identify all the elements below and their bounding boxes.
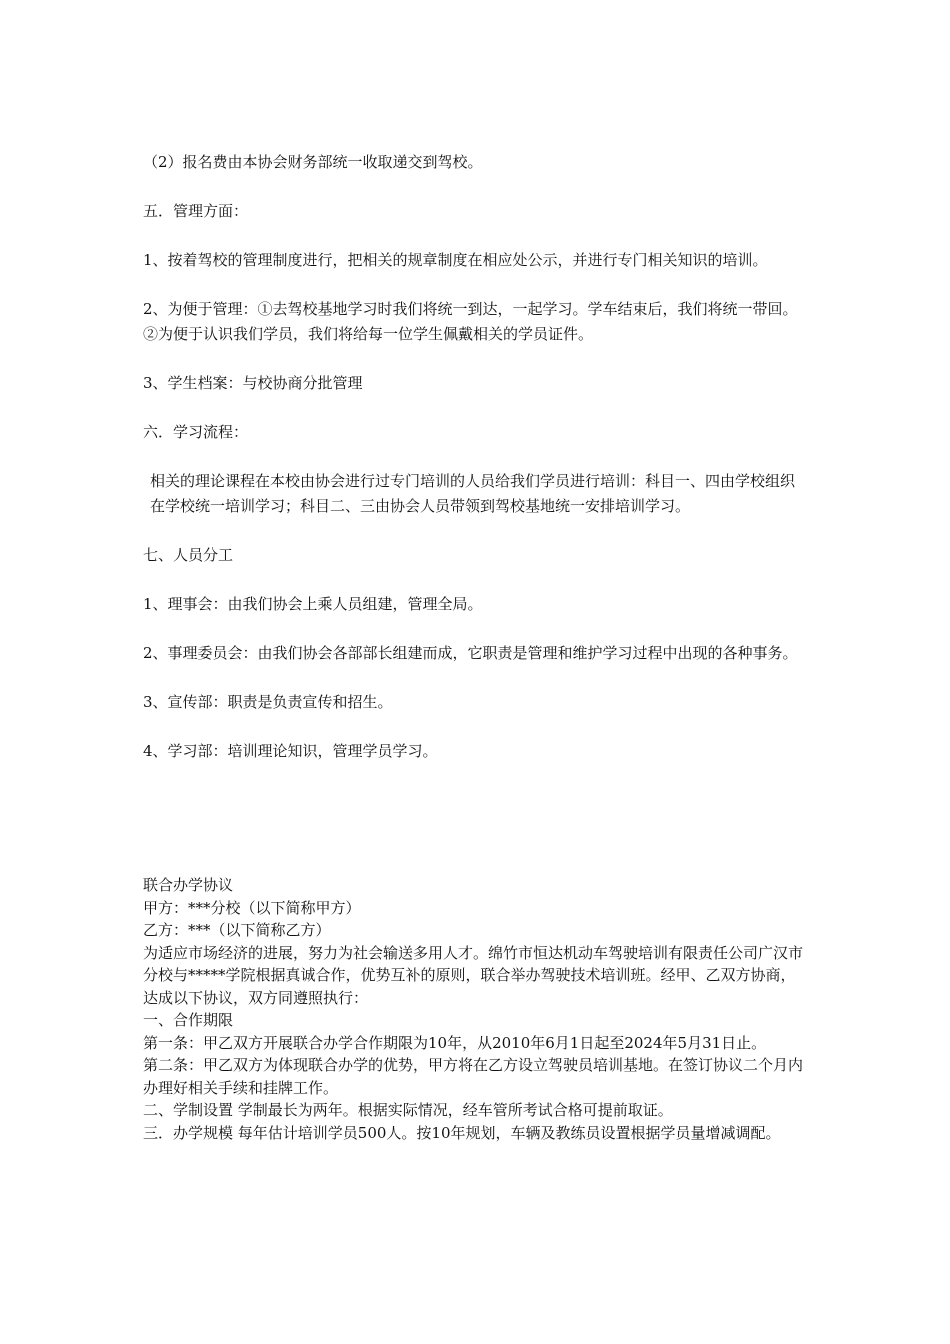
staff-item-1: 1、理事会：由我们协会上乘人员组建，管理全局。	[143, 595, 483, 613]
staff-heading: 七、人员分工	[143, 546, 234, 564]
staff-item-3: 3、宣传部：职责是负责宣传和招生。	[143, 693, 393, 711]
agreement-title: 联合办学协议	[143, 876, 234, 894]
agreement-intro: 为适应市场经济的进展，努力为社会输送多用人才。绵竹市恒达机动车驾驶培训有限责任公司广汉市分校与*****学院根据真诚合作，优势互补的原则，联合举办驾驶技术培训班。经甲、乙双方协商，达成以下协议，双方同遵照执行：	[143, 943, 804, 1007]
management-item-1: 1、按着驾校的管理制度进行，把相关的规章制度在相应处公示，并进行专门相关知识的培训。	[143, 251, 768, 269]
school-scale-item: 三．办学规模 每年估计培训学员500人。按10年规划，车辆及教练员设置根据学员量增减调配。	[143, 1123, 781, 1142]
management-heading: 五．管理方面：	[143, 202, 249, 220]
staff-item-2: 2、事理委员会：由我们协会各部部长组建而成，它职责是管理和维护学习过程中出现的各种事务。	[143, 644, 798, 662]
management-item-3: 3、学生档案：与校协商分批管理	[143, 374, 363, 392]
schooling-system-item: 二、学制设置 学制最长为两年。根据实际情况，经车管所考试合格可提前取证。	[143, 1101, 673, 1119]
agreement-section	[143, 874, 808, 1144]
study-flow-heading: 六．学习流程：	[143, 423, 249, 441]
staff-item-4: 4、学习部：培训理论知识，管理学员学习。	[143, 742, 438, 760]
study-flow-paragraph: 相关的理论课程在本校由协会进行过专门培训的人员给我们学员进行培训：科目一、四由学校组织在学校统一培训学习；科目二、三由协会人员带领到驾校基地统一安排培训学习。	[150, 472, 796, 515]
plan-section	[143, 150, 808, 788]
article-2: 第二条：甲乙双方为体现联合办学的优势，甲方将在乙方设立驾驶员培训基地。在签订协议二个月内办理好相关手续和挂牌工作。	[143, 1056, 804, 1097]
article-1: 第一条：甲乙双方开展联合办学合作期限为10年，从2010年6月1日起至2024年5月31日止。	[143, 1033, 767, 1052]
fee-paragraph: （2）报名费由本协会财务部统一收取递交到驾校。	[143, 153, 483, 171]
cooperation-period-heading: 一、合作期限	[143, 1011, 234, 1029]
party-b-line: 乙方：***（以下简称乙方）	[143, 921, 331, 939]
management-item-2: 2、为便于管理：①去驾校基地学习时我们将统一到达，一起学习。学车结束后，我们将统一带回。②为便于认识我们学员，我们将给每一位学生佩戴相关的学员证件。	[143, 300, 798, 343]
party-a-line: 甲方：***分校（以下简称甲方）	[143, 898, 361, 917]
